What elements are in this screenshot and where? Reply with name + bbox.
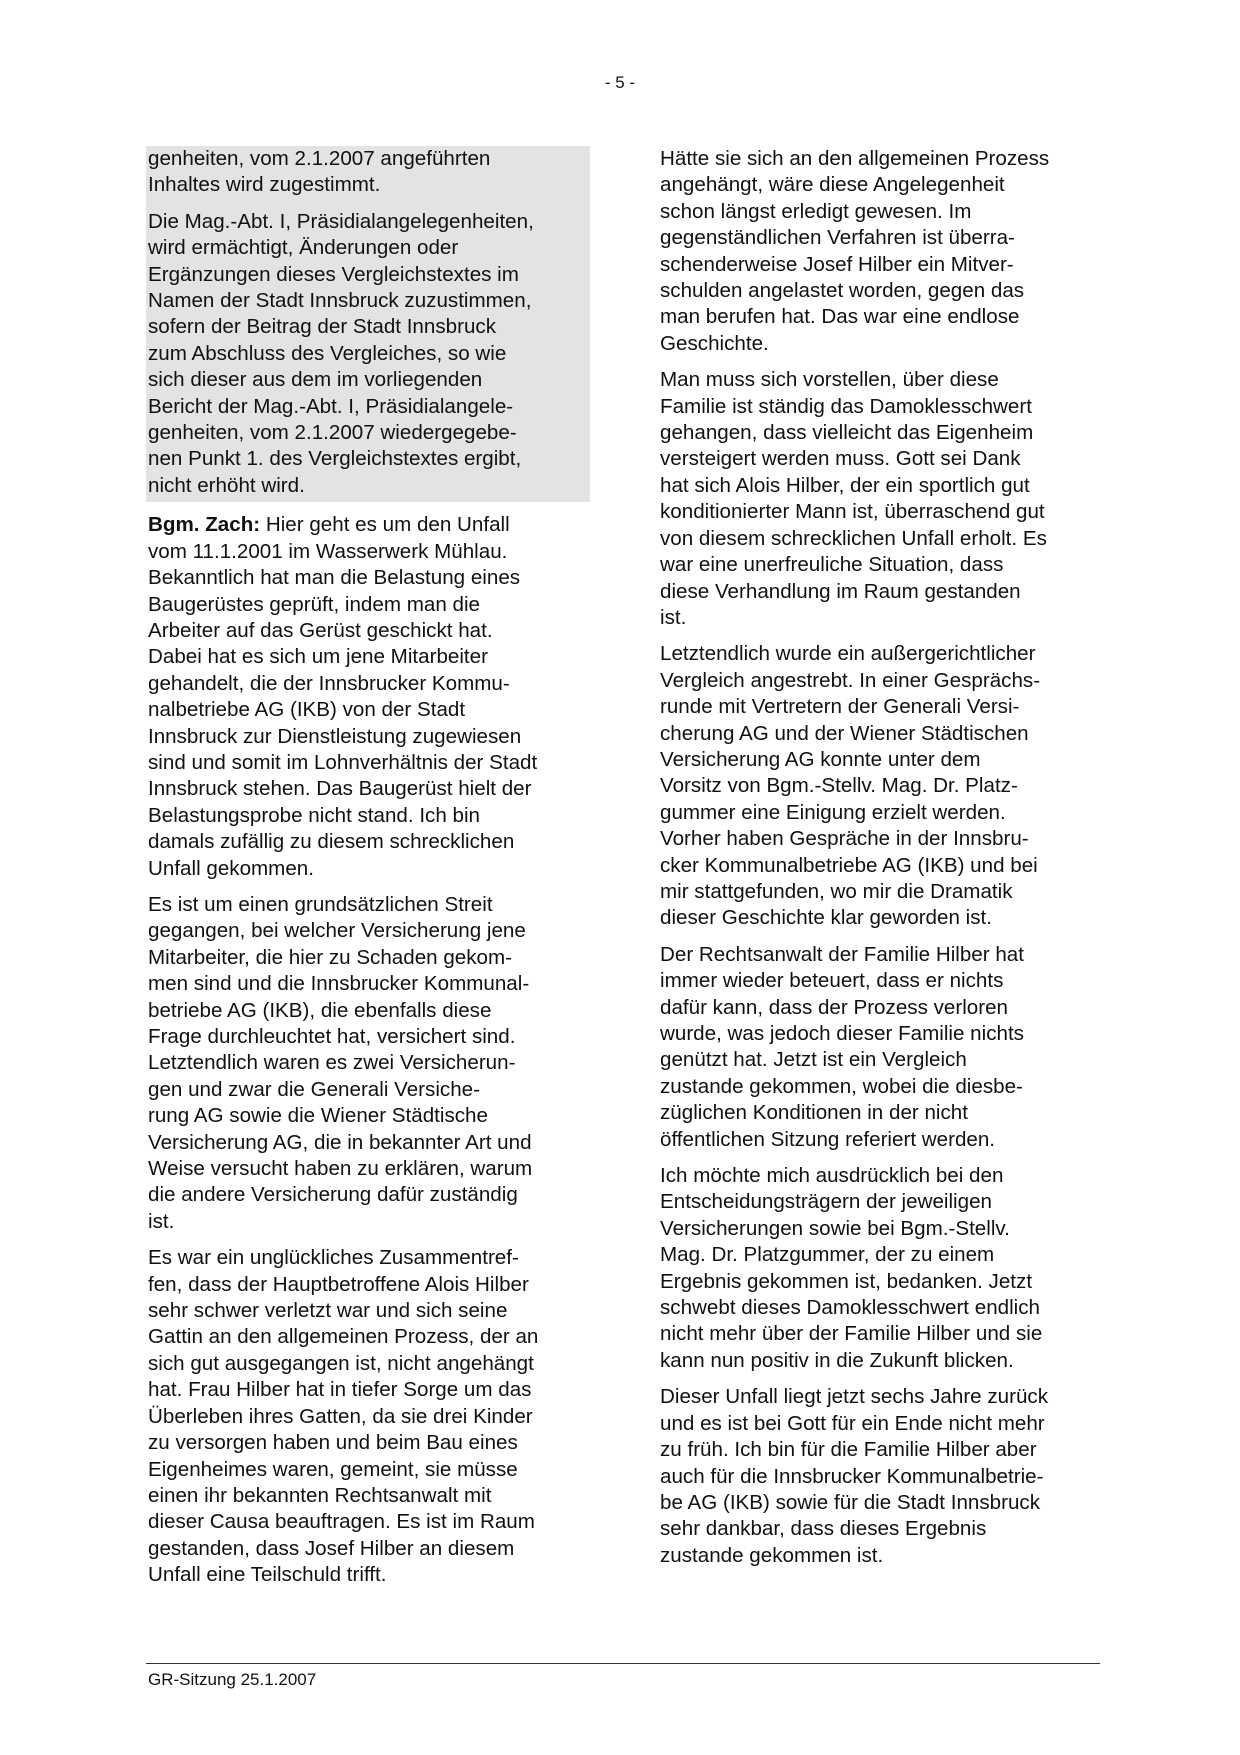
body-paragraph: Dieser Unfall liegt jetzt sechs Jahre zurück und es ist bei Gott für ein Ende nicht mehr zu früh. Ich bin für die Familie Hilber aber auch für die Innsbrucker Kommunalbetrie- be AG (IKB) sowie für die Stadt Innsbruck sehr dankbar, dass dieses Ergebnis zustande gekommen ist. (660, 1385, 1049, 1567)
right-column (660, 146, 1100, 1579)
speaker-name: Bgm. Zach: (148, 513, 261, 537)
body-paragraph: Ich möchte mich ausdrücklich bei den Entscheidungsträgern der jeweiligen Versicherungen sowie bei Bgm.-Stellv. Mag. Dr. Platzgummer, der zu einem Ergebnis gekommen ist, bedanken. Jetzt schwebt dieses Damoklesschwert endlich nicht mehr über der Familie Hilber und sie kann nun positiv in die Zukunft blicken. (660, 1164, 1043, 1372)
body-paragraph: Man muss sich vorstellen, über diese Familie ist ständig das Damoklesschwert gehangen, dass vielleicht das Eigenheim versteigert werden muss. Gott sei Dank hat sich Alois Hilber, der ein sportlich gut konditionierter Mann ist, überraschend gut von diesem schrecklichen Unfall erholt. Es war eine unerfreuliche Situation, dass diese Verhandlung im Raum gestanden ist. (660, 368, 1047, 629)
body-paragraph: Letztendlich wurde ein außergerichtlicher Vergleich angestrebt. In einer Gesprächs- runde mit Vertretern der Generali Versi- cherung AG und der Wiener Städtischen Versicherung AG konnte unter dem Vorsitz von Bgm.-Stellv. Mag. Dr. Platz- gummer eine Einigung erzielt werden. Vorher haben Gespräche in der Innsbru- cker Kommunalbetriebe AG (IKB) und bei mir stattgefunden, wo mir die Dramatik dieser Geschichte klar geworden ist. (660, 642, 1041, 930)
body-paragraph: Der Rechtsanwalt der Familie Hilber hat immer wieder beteuert, dass er nichts dafür kann, dass der Prozess verloren wurde, was jedoch dieser Familie nichts genützt hat. Jetzt ist ein Vergleich zustande gekommen, wobei die diesbe- züglichen Konditionen in der nicht öffentlichen Sitzung referiert werden. (660, 942, 1024, 1151)
speech-text: Hier geht es um den Unfall vom 11.1.2001 im Wasserwerk Mühlau. Bekanntlich hat man die Belastung eines Baugerüstes geprüft, indem man die Arbeiter auf das Gerüst geschickt hat. Dabei hat es sich um jene Mitarbeiter gehandelt, die der Innsbrucker Kommu- nalbetriebe AG (IKB) von der Stadt Innsbruck zur Dienstleistung zugewiesen sind und somit im Lohnverhältnis der Stadt Innsbruck stehen. Das Baugerüst hielt der Belastungsprobe nicht stand. Ich bin damals zufällig zu diesem schrecklichen Unfall gekommen. (148, 513, 538, 880)
footer-divider (146, 1663, 1100, 1664)
speech-paragraph (148, 512, 588, 882)
body-paragraph: Es war ein unglückliches Zusammentref- fen, dass der Hauptbetroffene Alois Hilber sehr schwer verletzt war und sich seine Gattin an den allgemeinen Prozess, der an sich gut ausgegangen ist, nicht angehängt hat. Frau Hilber hat in tiefer Sorge um das Überleben ihres Gatten, da sie drei Kinder zu versorgen haben und beim Bau eines Eigenheimes waren, gemeint, sie müsse einen ihr bekannten Rechtsanwalt mit dieser Causa beauftragen. Es ist im Raum gestanden, dass Josef Hilber an diesem Unfall eine Teilschuld trifft. (148, 1246, 539, 1587)
resolution-paragraph: Die Mag.-Abt. I, Präsidialangelegenheiten, wird ermächtigt, Änderungen oder Ergänzungen dieses Vergleichstextes im Namen der Stadt Innsbruck zuzustimmen, sofern der Beitrag der Stadt Innsbruck zum Abschluss des Vergleiches, so wie sich dieser aus dem im vorliegenden Bericht der Mag.-Abt. I, Präsidialangele- genheiten, vom 2.1.2007 wiedergegebe- nen Punkt 1. des Vergleichstextes ergibt, nicht erhöht wird. (148, 209, 534, 497)
body-paragraph: Hätte sie sich an den allgemeinen Prozess angehängt, wäre diese Angelegenheit schon längst erledigt gewesen. Im gegenständlichen Verfahren ist überra- schenderweise Josef Hilber ein Mitver- schulden angelastet worden, gegen das man berufen hat. Das war eine endlose Geschichte. (660, 147, 1050, 355)
body-paragraph: Es ist um einen grundsätzlichen Streit gegangen, bei welcher Versicherung jene Mitarbeiter, die hier zu Schaden gekom- men sind und die Innsbrucker Kommunal- betriebe AG (IKB), die ebenfalls diese Frage durchleuchtet hat, versichert sind. Letztendlich waren es zwei Versicherun- gen und zwar die Generali Versiche- rung AG sowie die Wiener Städtische Versicherung AG, die in bekannter Art und Weise versucht haben zu erklären, warum die andere Versicherung dafür zuständig ist. (148, 892, 533, 1233)
resolution-highlight-box (146, 146, 590, 502)
resolution-paragraph: genheiten, vom 2.1.2007 angeführten Inhaltes wird zugestimmt. (148, 147, 491, 197)
page-number: - 5 - (604, 73, 636, 92)
footer-session-label: GR-Sitzung 25.1.2007 (148, 1670, 317, 1689)
left-column (148, 146, 588, 1599)
